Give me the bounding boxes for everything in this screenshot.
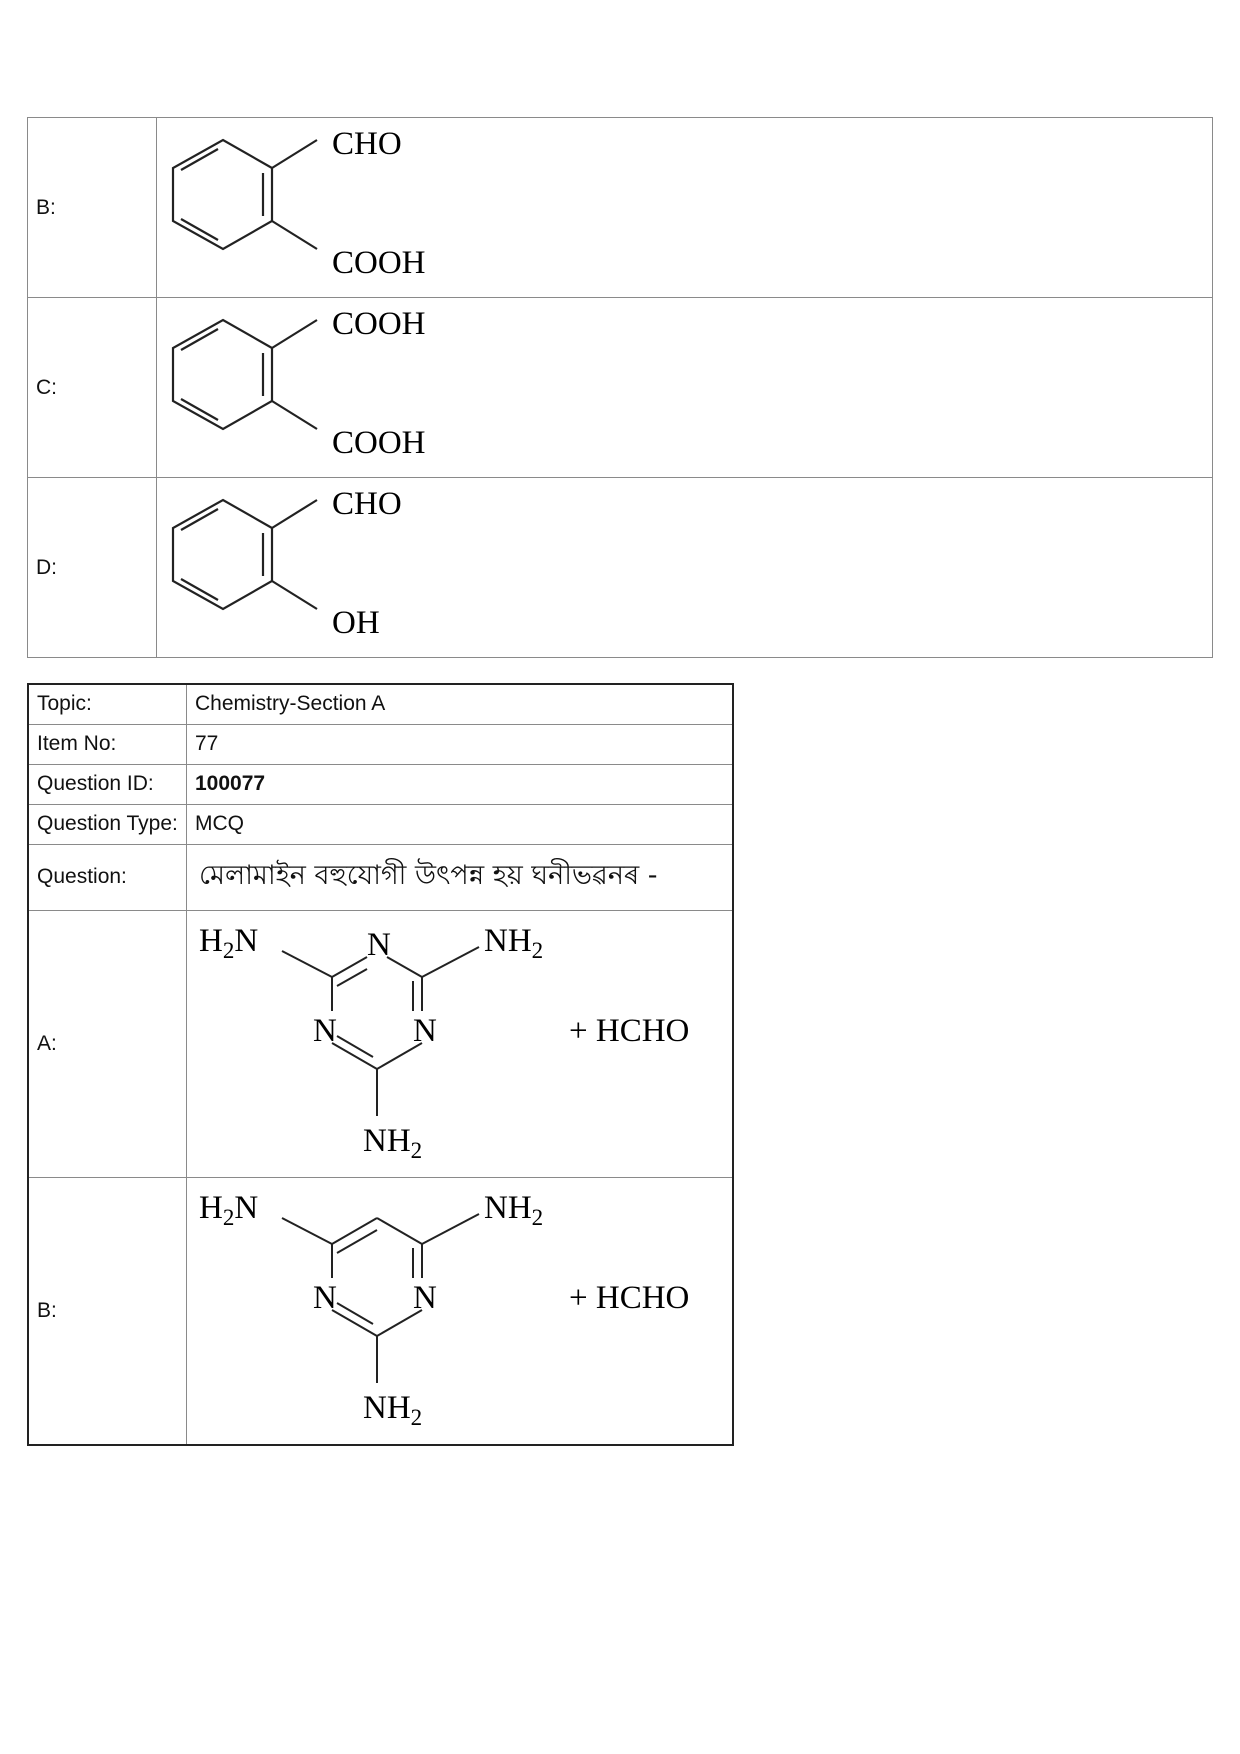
- benzene-structure: [157, 478, 557, 657]
- option-row-c: [28, 298, 1213, 478]
- amine-group-right: $NH_2$: [484, 1189, 544, 1230]
- amine-group-bottom: $NH_2$: [363, 1122, 423, 1163]
- amine-group-left: $H_2N$: [199, 922, 259, 963]
- option-structure-cell: [187, 1177, 734, 1445]
- option-row-a: [28, 910, 733, 1177]
- item-row: [28, 724, 733, 764]
- upper-group: CHO: [332, 486, 402, 522]
- ring-nitrogen-left: N: [313, 1012, 337, 1049]
- topic-row: [28, 684, 733, 724]
- upper-group: CHO: [332, 126, 402, 162]
- benzene-structure: [157, 298, 557, 477]
- option-row-d: [28, 478, 1213, 658]
- qid-value: 100077: [187, 764, 734, 804]
- qid-row: [28, 764, 733, 804]
- reagent: + HCHO: [569, 1012, 690, 1049]
- question-row: [28, 844, 733, 910]
- question-text: মেলামাইন বহুযোগী উৎপন্ন হয় ঘনীভৱনৰ -: [187, 844, 734, 910]
- lower-group: COOH: [332, 425, 426, 461]
- option-structure-cell: [157, 118, 1213, 298]
- benzene-structure: [157, 118, 557, 297]
- options-table-top: [27, 117, 1213, 658]
- option-row-b: [28, 118, 1213, 298]
- ring-nitrogen-right: N: [413, 1012, 437, 1049]
- amine-group-right: $NH_2$: [484, 922, 544, 963]
- lower-group: OH: [332, 605, 380, 641]
- ring-nitrogen-top: N: [367, 926, 391, 963]
- option-label: B:: [28, 118, 157, 298]
- lower-group: COOH: [332, 245, 426, 281]
- amine-group-left: $H_2N$: [199, 1189, 259, 1230]
- option-structure-cell: [157, 298, 1213, 478]
- question-label: Question:: [28, 844, 187, 910]
- option-label: C:: [28, 298, 157, 478]
- question-table: [27, 683, 734, 1446]
- item-value: 77: [187, 724, 734, 764]
- qtype-value: MCQ: [187, 804, 734, 844]
- ring-nitrogen-left: N: [313, 1279, 337, 1316]
- reagent: + HCHO: [569, 1279, 690, 1316]
- item-label: Item No:: [28, 724, 187, 764]
- option-label: D:: [28, 478, 157, 658]
- option-label: A:: [28, 910, 187, 1177]
- option-structure-cell: [157, 478, 1213, 658]
- qid-label: Question ID:: [28, 764, 187, 804]
- ring-nitrogen-right: N: [413, 1279, 437, 1316]
- triazine-structure: [187, 911, 732, 1177]
- qtype-label: Question Type:: [28, 804, 187, 844]
- topic-label: Topic:: [28, 684, 187, 724]
- pyrimidine-structure: [187, 1178, 732, 1444]
- topic-value: Chemistry-Section A: [187, 684, 734, 724]
- option-label: B:: [28, 1177, 187, 1445]
- option-row-b-bottom: [28, 1177, 733, 1445]
- option-structure-cell: [187, 910, 734, 1177]
- upper-group: COOH: [332, 306, 426, 342]
- qtype-row: [28, 804, 733, 844]
- amine-group-bottom: $NH_2$: [363, 1389, 423, 1430]
